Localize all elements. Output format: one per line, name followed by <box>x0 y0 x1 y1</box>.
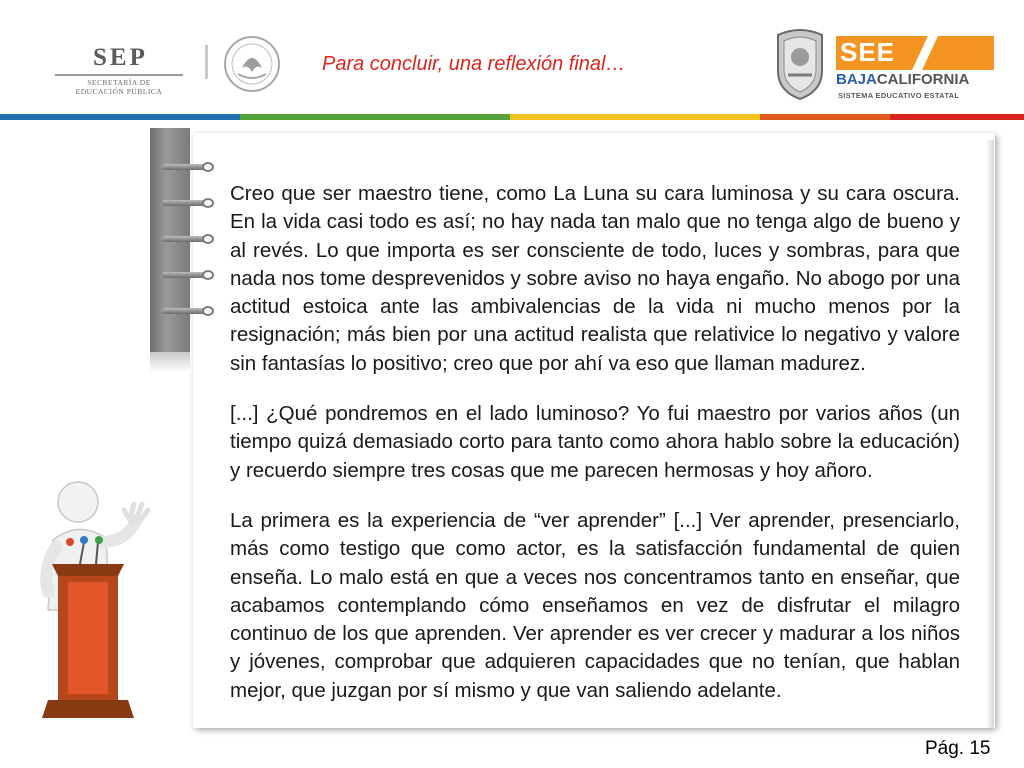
sep-logo-subtitle <box>55 78 183 96</box>
sep-logo-word: SEP <box>93 44 148 71</box>
page-number: Pág. 15 <box>925 738 991 759</box>
quote-paragraph-1: Creo que ser maestro tiene, como La Luna su cara luminosa y su cara oscura. En la vida casi todo es así; no hay nada tan malo que no tenga algo de bueno y al revés. Lo que importa es ser consciente de todo, luces y sombras, para que nada nos tome desprevenidos y sobre aviso no haya engaño. No abogo por una actitud estoica ante las ambivalencias de la vida ni mucho menos por la resignación; más bien por una actitud realista que relativice lo negativo y valore sin fantasías lo positivo; creo que por ahí va eso que llaman madurez. <box>230 182 960 375</box>
spiral-ring-icon <box>162 270 214 280</box>
quote-paragraph-2: [...] ¿Qué pondremos en el lado luminoso? Yo fui maestro por varios años (un tiempo quizá demasiado corto para tanto como ahora hablo sobre la educación) y recuerdo siempre tres cosas que me parecen hermosas y hoy añoro. <box>230 402 960 482</box>
sep-subtitle-line-1: SECRETARÍA DE <box>87 78 151 87</box>
baja-word: BAJA <box>836 71 877 88</box>
see-logo <box>836 36 994 104</box>
sep-logo <box>55 40 190 98</box>
california-word: CALIFORNIA <box>876 71 970 88</box>
quote-paragraph-3: La primera es la experiencia de “ver aprender” [...] Ver aprender, presenciarlo, más como testigo que como actor, es la satisfacción fundamental de quien enseña. Lo malo está en que a veces nos concentramos tanto en enseñar, que acabamos contemplando cómo enseñamos en vez de disfrutar el milagro continuo de los que aprenden. Ver aprender es ver crecer y madurar a los niños y jóvenes, comprobar que adquieren capacidades que no tenían, que hablan mejor, que juzgan por sí mismo y que van saliendo adelante. <box>230 508 960 702</box>
sep-subtitle-line-2: EDUCACIÓN PÚBLICA <box>75 87 163 96</box>
quote-text <box>230 180 960 727</box>
spiral-ring-icon <box>162 162 214 172</box>
sistema-educativo-label: SISTEMA EDUCATIVO ESTATAL <box>838 91 960 100</box>
speaker-at-podium-icon <box>18 480 168 730</box>
slide-header <box>0 0 1024 116</box>
baja-california-word <box>836 71 969 88</box>
spiral-ring-icon <box>162 306 214 316</box>
notebook-page-edge <box>986 140 994 728</box>
stripe-red <box>890 114 1024 120</box>
sep-logo-line <box>55 74 183 76</box>
notebook-back-cover-fade <box>150 352 190 372</box>
stripe-blue <box>0 114 240 120</box>
see-logo-band <box>958 36 994 70</box>
see-logo-word: SEE <box>840 37 896 67</box>
logo-divider <box>205 45 208 79</box>
spiral-ring-icon <box>162 234 214 244</box>
spiral-ring-icon <box>162 198 214 208</box>
mexican-seal-icon <box>216 34 288 94</box>
stripe-yellow <box>510 114 760 120</box>
slide-title: Para concluir, una reflexión final… <box>322 53 626 75</box>
stripe-orange <box>760 114 890 120</box>
stripe-green <box>240 114 510 120</box>
baja-california-shield-icon <box>772 25 828 101</box>
color-stripe <box>0 114 1024 120</box>
